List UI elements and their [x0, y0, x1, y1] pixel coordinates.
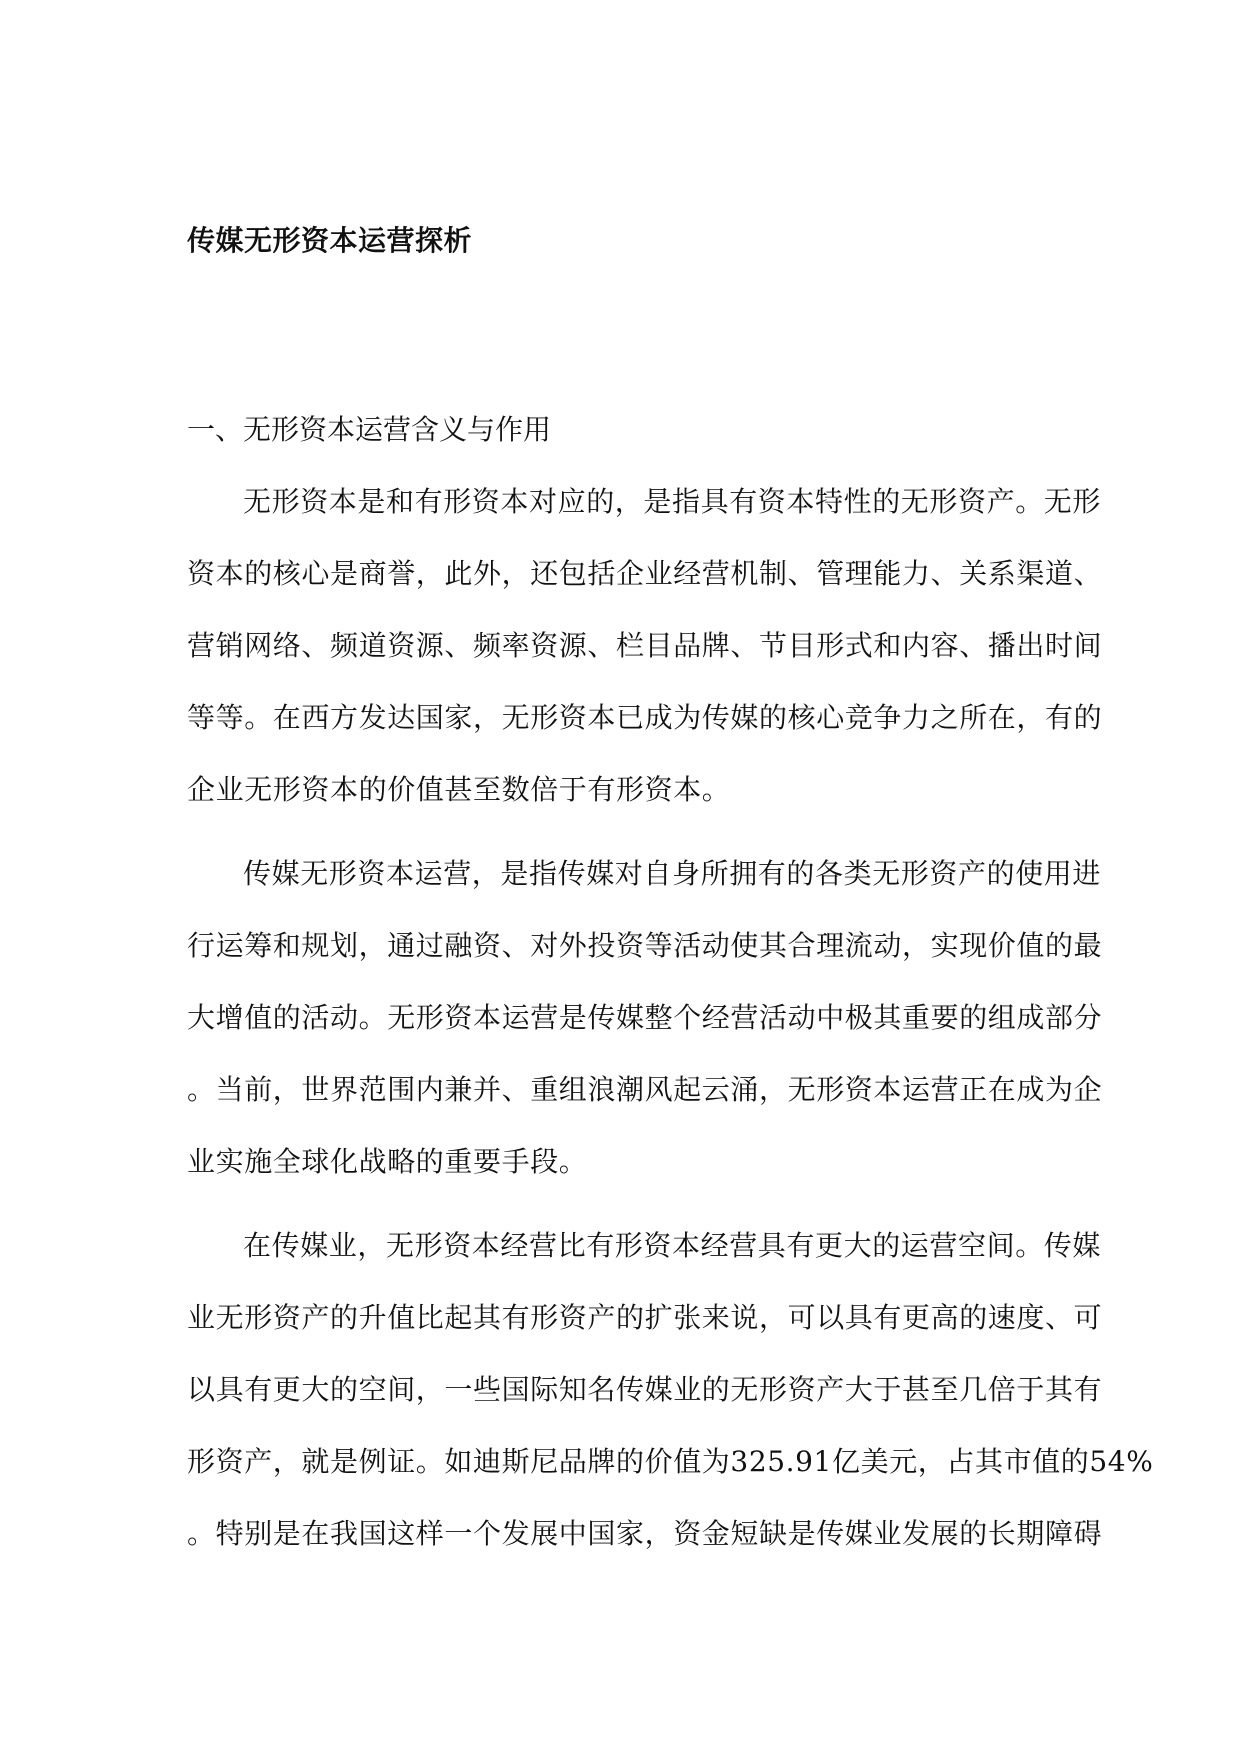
paragraph	[187, 838, 1127, 1198]
document-title: 传媒无形资本运营探析	[187, 224, 473, 257]
paragraph-line: 企业无形资本的价值甚至数倍于有形资本。	[187, 773, 731, 806]
paragraph-line: 在传媒业，无形资本经营比有形资本经营具有更大的运营空间。传媒	[243, 1229, 1102, 1262]
paragraph	[187, 1210, 1154, 1570]
paragraph-line: 等等。在西方发达国家，无形资本已成为传媒的核心竞争力之所在，有的	[187, 701, 1103, 734]
paragraph-line: 业实施全球化战略的重要手段。	[187, 1145, 588, 1178]
paragraph-line: 业无形资产的升值比起其有形资产的扩张来说，可以具有更高的速度、可	[187, 1301, 1103, 1334]
paragraph-line: 。特别是在我国这样一个发展中国家，资金短缺是传媒业发展的长期障碍	[187, 1517, 1103, 1550]
paragraph-line: 行运筹和规划，通过融资、对外投资等活动使其合理流动，实现价值的最	[187, 929, 1103, 962]
paragraph-line: 。当前，世界范围内兼并、重组浪潮风起云涌，无形资本运营正在成为企	[187, 1073, 1103, 1106]
paragraph-line: 以具有更大的空间，一些国际知名传媒业的无形资产大于甚至几倍于其有	[187, 1373, 1103, 1406]
paragraph-line: 大增值的活动。无形资本运营是传媒整个经营活动中极其重要的组成部分	[187, 1001, 1103, 1034]
paragraph-line: 传媒无形资本运营，是指传媒对自身所拥有的各类无形资产的使用进	[243, 857, 1102, 890]
paragraph-line: 形资产，就是例证。如迪斯尼品牌的价值为325.91亿美元，占其市值的54%	[187, 1445, 1154, 1478]
paragraph	[187, 466, 1127, 826]
paragraph-line: 资本的核心是商誉，此外，还包括企业经营机制、管理能力、关系渠道、	[187, 557, 1103, 590]
section-heading: 一、无形资本运营含义与作用	[187, 413, 552, 446]
paragraph-line: 营销网络、频道资源、频率资源、栏目品牌、节目形式和内容、播出时间	[187, 629, 1103, 662]
paragraph-line: 无形资本是和有形资本对应的，是指具有资本特性的无形资产。无形	[243, 485, 1102, 518]
